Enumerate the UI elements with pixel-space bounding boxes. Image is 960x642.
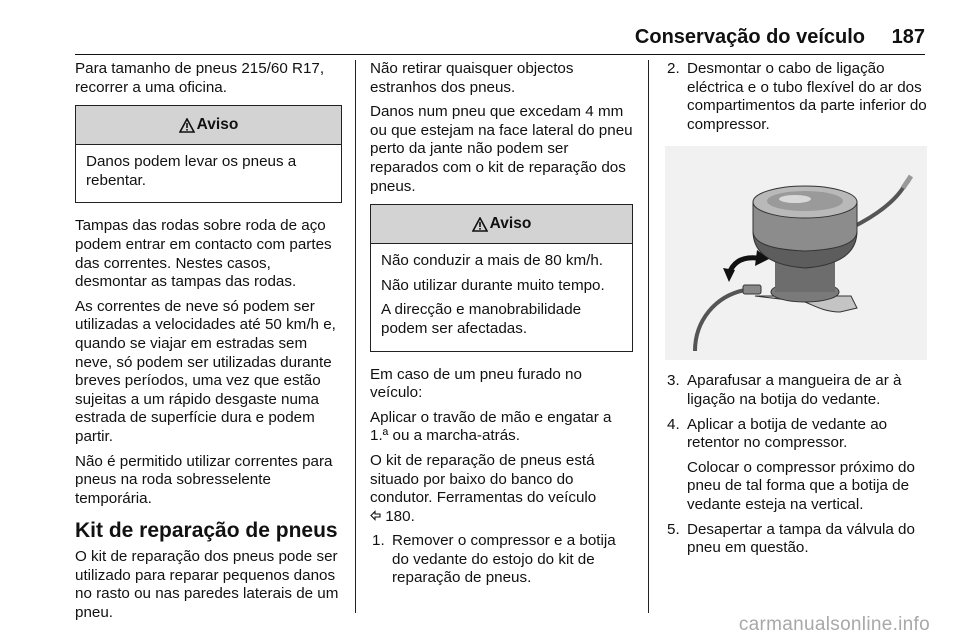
warning-line: A direcção e manobrabilidade podem ser afectadas. (381, 301, 582, 337)
page-reference-icon[interactable] (370, 508, 385, 525)
warning-triangle-icon (179, 118, 195, 133)
step-text: Aparafusar a mangueira de ar à ligação na botija do vedante. (687, 372, 902, 408)
section-heading: Kit de reparação de pneus (75, 519, 338, 543)
paragraph: Não retirar quaisquer objectos estranhos dos pneus. (370, 60, 574, 96)
paragraph (370, 452, 633, 526)
paragraph: O kit de reparação dos pneus pode ser utilizado para reparar pequenos danos no rasto ou nas paredes laterais de um pneu. (75, 548, 339, 622)
column-middle (370, 60, 633, 594)
list-item (665, 60, 927, 134)
list-item (665, 521, 927, 558)
step-text: Desmontar o cabo de ligação eléctrica e o tubo flexível do ar dos compartimentos da parte inferior do compressor. (687, 60, 927, 133)
page-header (75, 24, 925, 55)
paragraph: Não é permitido utilizar correntes para pneus na roda sobresselente temporária. (75, 452, 333, 507)
step-subparagraph: Colocar o compressor próximo do pneu de tal forma que a botija de vedante esteja na vertical. (687, 458, 915, 513)
step-number: 3. (667, 372, 680, 390)
column-divider (648, 60, 649, 613)
paragraph: Danos num pneu que excedam 4 mm ou que estejam na face lateral do pneu perto da jante não podem ser reparados com o kit de reparação dos pneus. (370, 103, 633, 195)
warning-line: Não conduzir a mais de 80 km/h. (381, 252, 604, 270)
step-number: 5. (667, 520, 680, 538)
step-text: Desapertar a tampa da válvula do pneu em questão. (687, 520, 915, 557)
paragraph: Tampas das rodas sobre roda de aço podem entrar em contacto com partes das correntes. Nestes casos, desmontar as tampas das rodas. (75, 217, 332, 291)
paragraph: As correntes de neve só podem ser utilizadas a velocidades até 50 km/h e, quando se viajar em estradas sem neve, só podem ser utilizadas durante breves períodos, uma vez que estão sujeitas a um rápido desgaste numa estrada de superfície dura e podem partir. (75, 297, 336, 445)
compressor-illustration (665, 146, 927, 360)
warning-text: Danos podem levar os pneus a rebentar. (86, 153, 297, 189)
paragraph: Para tamanho de pneus 215/60 R17, recorrer a uma oficina. (75, 60, 325, 96)
step-number: 4. (667, 415, 680, 433)
warning-title: Aviso (489, 214, 532, 232)
page-number: 187 (891, 26, 925, 48)
warning-box (370, 204, 633, 351)
warning-line: Não utilizar durante muito tempo. (381, 276, 605, 294)
warning-header (76, 106, 341, 145)
warning-triangle-icon (472, 217, 488, 232)
warning-title: Aviso (196, 115, 239, 133)
column-left (75, 60, 342, 629)
warning-header (371, 205, 632, 244)
column-right (665, 60, 927, 564)
step-number: 2. (667, 60, 680, 77)
list-item (370, 532, 633, 588)
list-item (665, 372, 927, 409)
paragraph-text: O kit de reparação de pneus está situado por baixo do banco do condutor. Ferramentas do veículo (370, 451, 597, 507)
warning-box (75, 105, 342, 203)
step-text: Remover o compressor e a botija do vedante do estojo do kit de reparação de pneus. (392, 532, 616, 587)
section-title: Conservação do veículo (634, 26, 865, 48)
watermark: carmanualsonline.info (738, 614, 930, 635)
column-divider (355, 60, 356, 613)
paragraph: Aplicar o travão de mão e engatar a 1.ª ou a marcha-atrás. (370, 408, 612, 445)
step-number: 1. (372, 532, 385, 550)
step-text: Aplicar a botija de vedante ao retentor no compressor. (687, 415, 888, 452)
page-reference[interactable]: 180. (385, 507, 415, 525)
paragraph: Em caso de um pneu furado no veículo: (370, 365, 582, 402)
list-item (665, 416, 927, 453)
